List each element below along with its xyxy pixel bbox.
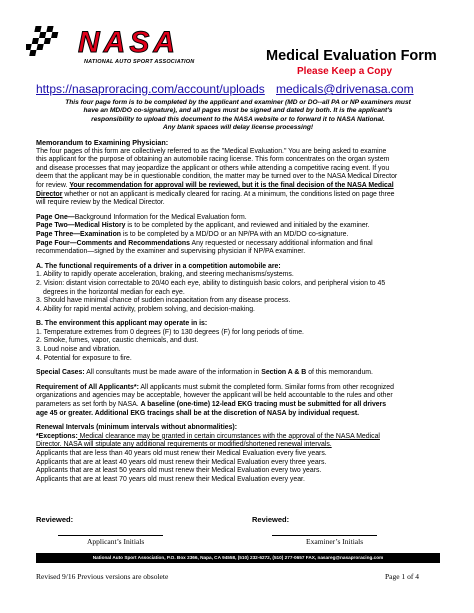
page-label: Page Four <box>36 239 70 247</box>
applicant-initials-field[interactable] <box>58 535 163 536</box>
requirement-line: organizations and agencies may be acceptable, however the applicant will be held accountable to the rules and other <box>36 392 393 400</box>
reviewed-label-examiner: Reviewed: <box>252 515 290 524</box>
memo-section <box>36 139 440 484</box>
page-rest: Any requested or necessary additional information and final <box>189 239 373 247</box>
renewal-item: Applicants that are less than 40 years old must renew their Medical Evaluation every five years. <box>36 450 327 457</box>
nasa-logo <box>26 22 236 68</box>
page-topic: Medical History <box>74 222 126 230</box>
page-label: Page One <box>36 213 68 221</box>
page-topic: Examination <box>80 230 122 238</box>
renewal-item: Applicants that are at least 50 years old must renew their Medical Evaluation every two years. <box>36 467 322 475</box>
notice-line: have an MD/DO co-signature), and all pages must be signed and dated by both. It is the applicant's <box>83 107 393 115</box>
examiner-initials-label: Examiner’s Initials <box>306 537 364 546</box>
requirement-label: Requirement of All Applicants*: <box>36 383 139 391</box>
section-a-heading: A. The functional requirements of a driver in a competition automobile are: <box>36 262 281 270</box>
section-b-heading: B. The environment this applicant may operate in is: <box>36 320 208 328</box>
section-b <box>36 320 440 363</box>
requirement-line: parameters as set forth by NASA. <box>36 401 141 409</box>
memo-line: and disease processes that may jeopardize the applicant or others while attending a competitive racing event. If you <box>36 164 390 172</box>
notice-line: Any blank spaces will delay license processing! <box>162 124 314 132</box>
reviewed-label-applicant: Reviewed: <box>36 515 74 524</box>
list-item: 4. Ability for rapid mental activity, problem solving, and decision-making. <box>36 305 255 313</box>
page-rest: is to be completed by the applicant, and reviewed and initialed by the examiner. <box>125 222 370 230</box>
applicant-initials-label: Applicant’s Initials <box>87 537 145 546</box>
logo-wordmark: NASA <box>78 26 180 59</box>
instructions-notice <box>36 99 440 133</box>
page-rest: is to be completed by a MD/DO or an NP/PA with an MD/DO co-signature. <box>121 230 349 238</box>
memo-line <box>36 182 440 191</box>
memo-tail: whether or not an applicant is medically cleared for racing. At a minimum, the conditions listed on page three <box>62 190 395 198</box>
memo-tail-2: will require review by the Medical Director. <box>36 199 165 207</box>
exceptions-label: *Exceptions: <box>36 432 78 440</box>
page-label: Page Three <box>36 230 74 238</box>
list-item: 1. Ability to rapidly operate acceleration, braking, and steering mechanisms/systems. <box>36 271 294 279</box>
list-item: 1. Temperature extremes from 0 degrees (F) to 130 degrees (F) for long periods of time. <box>36 328 304 336</box>
renewal-section <box>36 424 440 484</box>
memo-heading: Memorandum to Examining Physician: <box>36 138 169 147</box>
pages-list: Page One—Background Information for the Medical Evaluation form. Page Two—Medical History is to be completed by the applicant, and reviewed and initialed by the examiner. Page Three—Examination is to be completed by a MD/DO or an NP/PA with an MD/DO co-signature. Page Four—Comments and Recommendations Any requested or necessary additional information and final recommendation—signed by the examiner and supervising physician if NP/PA examiner. <box>36 214 440 257</box>
page-label: Page Two <box>36 222 68 230</box>
section-a <box>36 263 440 315</box>
notice-line: This four page form is to be completed by the applicant and examiner (MD or DO--all PA or NP examiners must <box>65 99 411 106</box>
list-item: 2. Smoke, fumes, vapor, caustic chemicals, and dust. <box>36 337 199 345</box>
page-rest: for the Medical Evaluation form. <box>147 213 247 221</box>
exceptions-text: Medical clearance may be granted in certain circumstances with the approval of the NASA Medical <box>77 432 380 440</box>
page-topic: Comments and Recommendations <box>76 239 190 247</box>
memo-line-text: for review. <box>36 181 68 189</box>
special-cases-bold: Section A & B <box>261 369 307 377</box>
page-number: Page 1 of 4 <box>385 572 419 581</box>
requirement-bold-2: age 45 or greater. Additional EKG tracings shall be at the discretion of NASA by individual request. <box>36 409 360 417</box>
list-item: 4. Potential for exposure to fire. <box>36 354 132 362</box>
memo-line: deem that the applicant may be in questionable condition, the matter may be turned over to the NASA Medical Director <box>36 173 398 181</box>
requirement-bold: A baseline (one-time) 12-lead EKG tracing must be submitted for all drivers <box>140 401 387 409</box>
memo-bold-sentence: Your recommendation for approval will be reviewed, but it is the final decision of the NASA Medical <box>69 181 394 189</box>
special-cases <box>36 369 440 378</box>
memo-line: The four pages of this form are collectively referred to as the "Medical Evaluation." You are being asked to examine <box>36 147 387 155</box>
form-subtitle: Please Keep a Copy <box>297 66 393 77</box>
list-item: 2. Vision: distant vision correctable to 20/40 each eye, ability to distinguish basic colors, and peripheral vision to 45 <box>36 279 386 287</box>
requirement-section <box>36 384 440 418</box>
email-link[interactable]: medicals@drivenasa.com <box>276 82 414 96</box>
list-item: 3. Should have minimal chance of sudden incapacitation from any disease process. <box>36 297 291 305</box>
uploads-link[interactable]: https://nasaproracing.com/account/uploads <box>36 82 265 96</box>
page-topic: Background Information <box>74 213 148 221</box>
memo-line: this applicant for the purpose of obtaining an automobile racing license. This form concentrates on the organ system <box>36 156 390 164</box>
renewal-heading: Renewal Intervals (minimum intervals without abnormalities): <box>36 424 238 432</box>
list-item: 3. Loud noise and vibration. <box>36 346 121 354</box>
special-cases-text: All consultants must be made aware of the information in <box>84 369 262 377</box>
logo-tagline: NATIONAL AUTO SPORT ASSOCIATION <box>84 59 195 65</box>
examiner-initials-field[interactable] <box>272 535 377 536</box>
renewal-item: Applicants that are at least 40 years old must renew their Medical Evaluation every three years. <box>36 458 327 466</box>
memo-bold-sentence-cont: Director <box>36 190 63 198</box>
revision-note: Revised 9/16 Previous versions are obsolete <box>36 572 169 581</box>
exceptions-text-2: Director. NASA will stipulate any additional requirements or modified/shortened renewal intervals. <box>36 441 332 449</box>
page-rest: recommendation—signed by the examiner and supervising physician if NP/PA examiner. <box>36 248 306 256</box>
form-title: Medical Evaluation Form <box>266 48 437 64</box>
footer-contact-bar: National Auto Sport Association, P.O. Box 2366, Napa, CA 94558, (510) 232-6272, (510) 277-0657 FAX, nasareg@nasaproracing.com <box>36 553 440 563</box>
special-cases-label: Special Cases: <box>36 369 85 377</box>
requirement-line: All applicants must submit the completed form. Similar forms from other recognized <box>138 383 394 391</box>
list-item: degrees in the horizontal median for each eye. <box>43 288 185 296</box>
special-cases-tail: of this memorandum. <box>306 369 373 377</box>
notice-line: responsibility to upload this document to the NASA website or to forward it to NASA National. <box>91 115 385 123</box>
renewal-item: Applicants that are at least 70 years old must renew their Medical Evaluation every year. <box>36 475 305 483</box>
